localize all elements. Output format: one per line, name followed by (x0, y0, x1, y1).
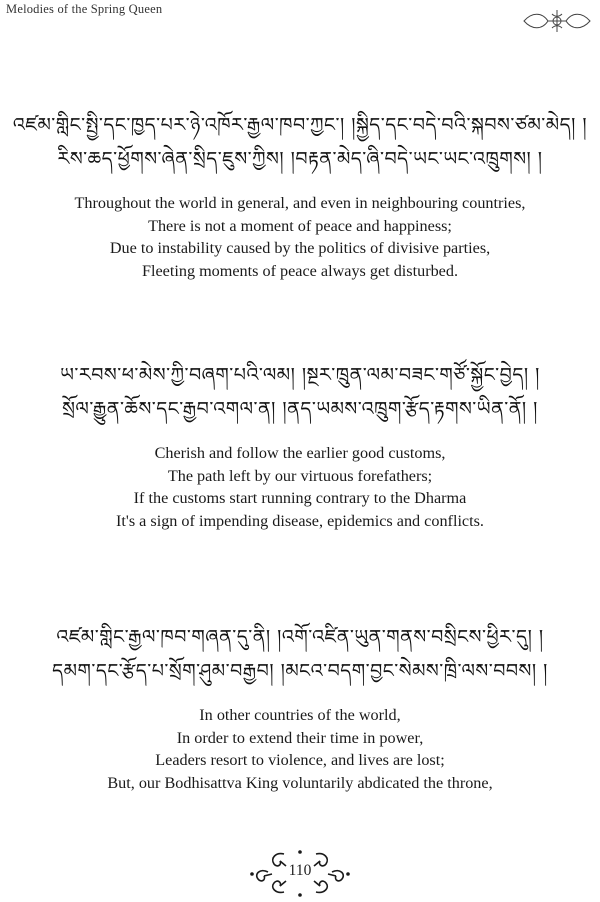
english-verse-line: Fleeting moments of peace always get disturbed. (141, 261, 459, 280)
stanza-1 (0, 108, 600, 282)
english-verse-line: There is not a moment of peace and happiness; (148, 216, 452, 235)
stanza-2 (0, 358, 600, 532)
english-verse-line: The path left by our virtuous forefathers; (167, 466, 433, 485)
stanza-3 (0, 620, 600, 794)
tibetan-verse-line: དམག་དང་རྩོད་པ་སྲོག་ཤུམ་བརྒྱབ། །མངའ་བདག་བྱང་སེམས་ཁྲི་ལས་བབས། ། (52, 660, 548, 682)
tibetan-verse-line: རིས་ཆད་ཕྱོགས་ཞེན་སྲིད་ཇུས་ཀྱིས། །བརྟན་མེད་ཞི་བདེ་ཡང་ཡང་འཁྲུགས། ། (57, 148, 543, 170)
english-verse-line: Cherish and follow the earlier good customs, (154, 444, 446, 462)
english-verse-line: In other countries of the world, (199, 706, 401, 724)
english-verse-line: Throughout the world in general, and even in neighbouring countries, (74, 194, 526, 212)
english-verse-line: Due to instability caused by the politics of divisive parties, (109, 239, 491, 257)
page-number: 110 (288, 862, 312, 879)
flourish-ornament-icon (522, 8, 592, 34)
english-verse-line: It's a sign of impending disease, epidemics and conflicts. (116, 511, 484, 530)
running-head: Melodies of the Spring Queen (6, 2, 163, 16)
english-translation (0, 442, 600, 532)
english-verse-line: In order to extend their time in power, (176, 728, 424, 747)
english-verse-line: Leaders resort to violence, and lives are lost; (155, 751, 445, 769)
tibetan-verse-line: སྲོལ་རྒྱུན་ཆོས་དང་རྒྱབ་འགལ་ན། །ནད་ཡམས་འཁྲུག་རྩོད་རྟགས་ཡིན་ནོ། ། (62, 398, 538, 420)
english-translation (0, 192, 600, 282)
tibetan-verse-line: འཛམ་གླིང་སྤྱི་དང་ཁྱད་པར་ཉེ་འཁོར་རྒྱལ་ཁབ་ཀྱང་། །སྐྱིད་དང་བདེ་བའི་སྐབས་ཙམ་མེད། ། (12, 114, 588, 136)
english-verse-line: But, our Bodhisattva King voluntarily abdicated the throne, (107, 773, 493, 792)
page-footer (0, 848, 600, 902)
english-translation (0, 704, 600, 794)
tibetan-verse-line: འཛམ་གླིང་རྒྱལ་ཁབ་གཞན་དུ་ནི། །འགོ་འཛིན་ཡུན་གནས་བསྲིངས་ཕྱིར་དུ། ། (56, 626, 544, 648)
tibetan-verse-line: ཡ་རབས་ཕ་མེས་ཀྱི་བཞག་པའི་ལམ། །སྔར་ཁྲུན་ལམ་བཟང་གཙོ་སྐྱོང་བྱེད། ། (60, 364, 540, 386)
english-verse-line: If the customs start running contrary to the Dharma (133, 489, 467, 507)
